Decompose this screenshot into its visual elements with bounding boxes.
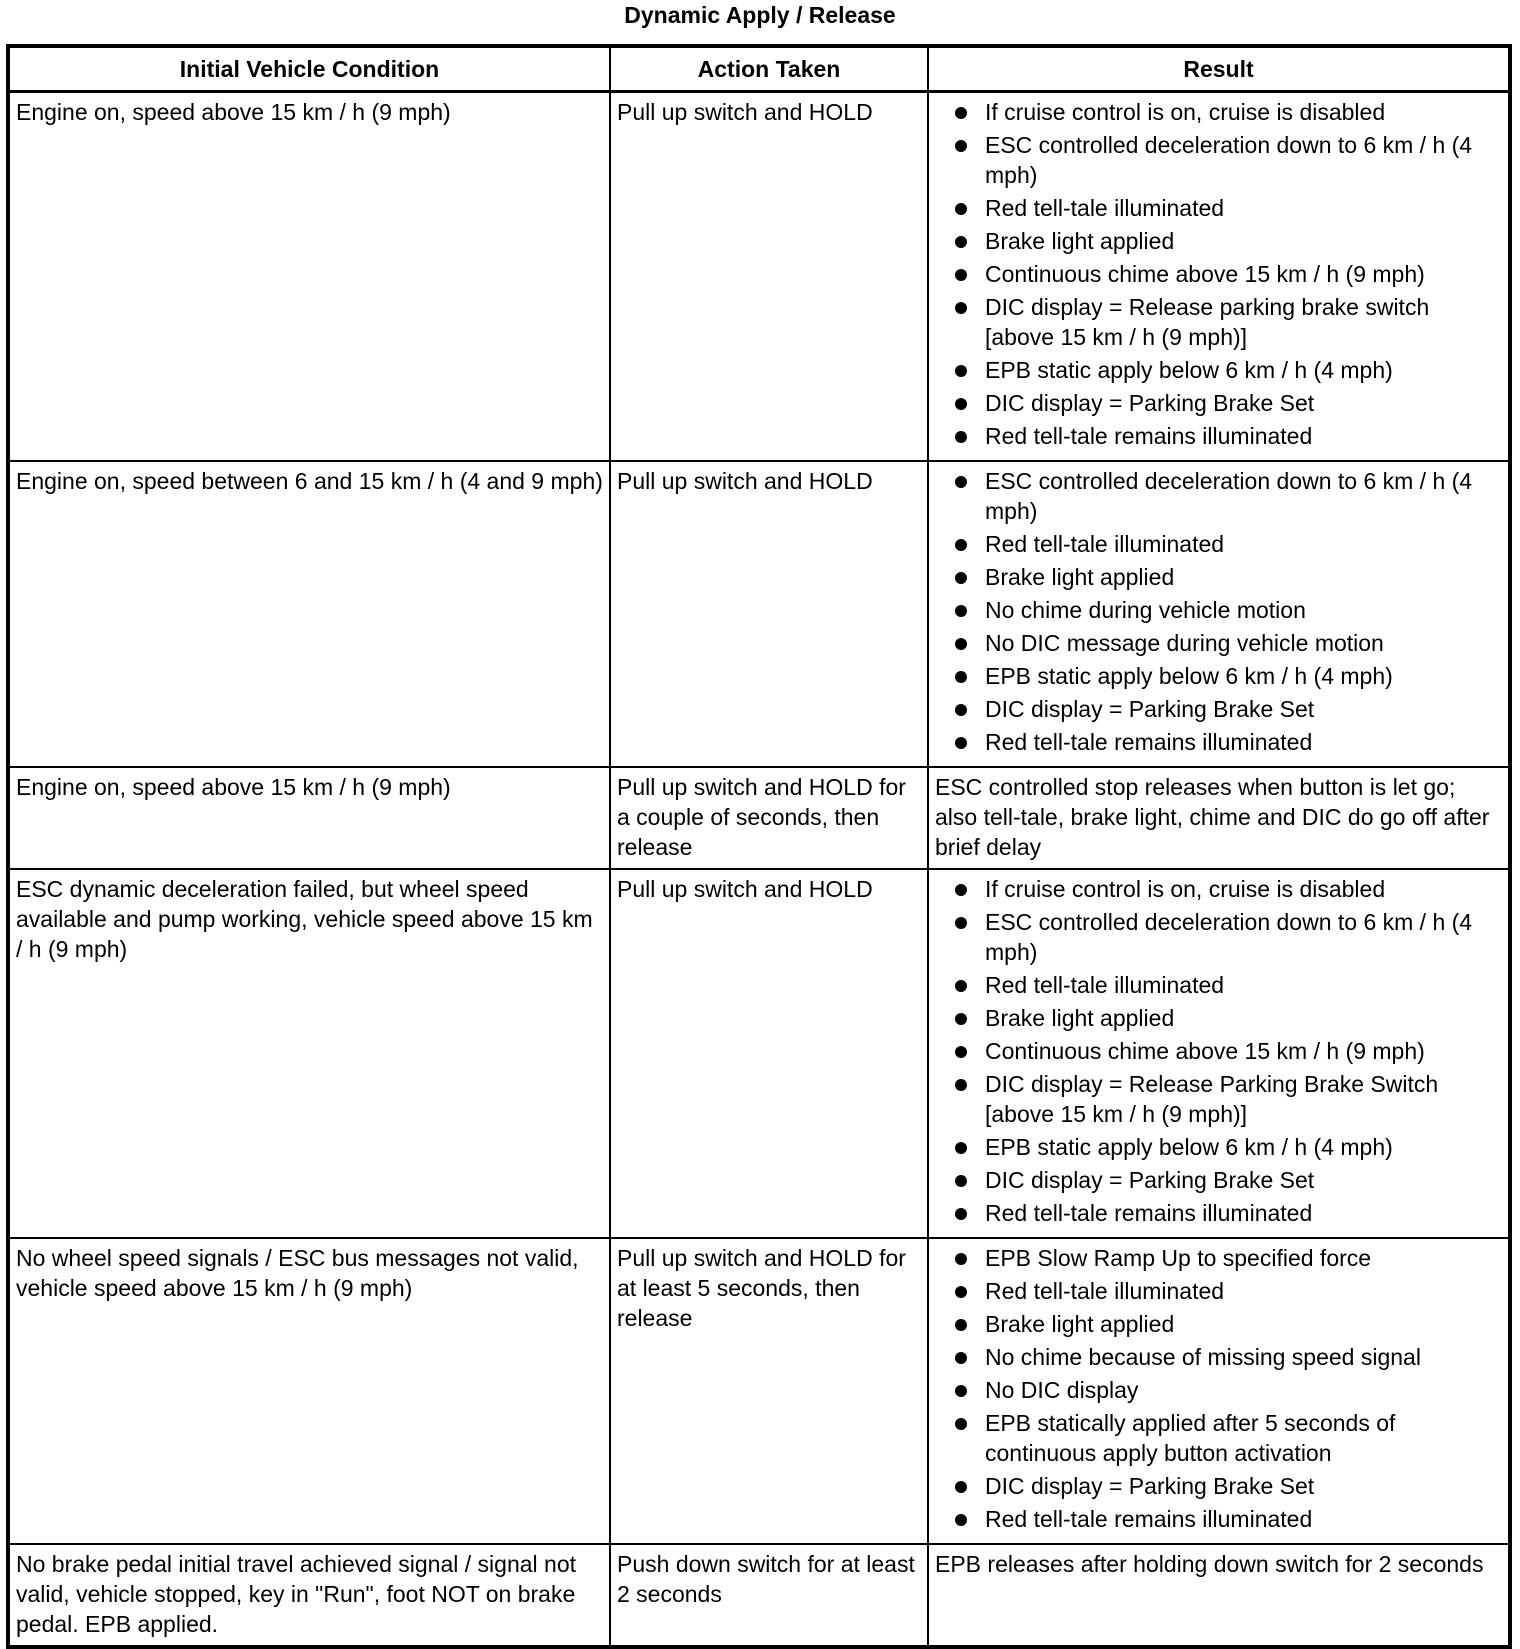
condition-cell: Engine on, speed between 6 and 15 km / h (4 and 9 mph) — [8, 461, 610, 767]
table-row — [8, 92, 1510, 462]
result-list-item: DIC display = Parking Brake Set — [935, 1165, 1502, 1195]
result-cell — [928, 869, 1510, 1238]
result-cell — [928, 461, 1510, 767]
result-list-item: Red tell-tale illuminated — [935, 970, 1502, 1000]
result-list-item: No DIC display — [935, 1375, 1502, 1405]
result-list-item: EPB static apply below 6 km / h (4 mph) — [935, 1132, 1502, 1162]
result-list-item: No chime because of missing speed signal — [935, 1342, 1502, 1372]
result-list-item: ESC controlled deceleration down to 6 km / h (4 mph) — [935, 466, 1502, 526]
header-row — [8, 46, 1510, 92]
result-list-item: EPB Slow Ramp Up to specified force — [935, 1243, 1502, 1273]
condition-cell: Engine on, speed above 15 km / h (9 mph) — [8, 767, 610, 869]
result-list-item: No DIC message during vehicle motion — [935, 628, 1502, 658]
result-list-item: Brake light applied — [935, 226, 1502, 256]
result-list-item: DIC display = Parking Brake Set — [935, 694, 1502, 724]
result-list-item: Red tell-tale illuminated — [935, 193, 1502, 223]
result-list-item: Continuous chime above 15 km / h (9 mph) — [935, 259, 1502, 289]
result-list-item: Continuous chime above 15 km / h (9 mph) — [935, 1036, 1502, 1066]
table-title: Dynamic Apply / Release — [624, 2, 896, 28]
table-row — [8, 461, 1510, 767]
result-list-item: EPB static apply below 6 km / h (4 mph) — [935, 355, 1502, 385]
result-list-item: DIC display = Release Parking Brake Switch [above 15 km / h (9 mph)] — [935, 1069, 1502, 1129]
result-list-item: Brake light applied — [935, 562, 1502, 592]
table-row — [8, 869, 1510, 1238]
result-list-item: ESC controlled deceleration down to 6 km / h (4 mph) — [935, 130, 1502, 190]
result-list-item: Red tell-tale remains illuminated — [935, 1504, 1502, 1534]
header-initial-vehicle-condition: Initial Vehicle Condition — [8, 46, 610, 92]
result-cell: ESC controlled stop releases when button is let go; also tell-tale, brake light, chime and DIC do go off after brief delay — [928, 767, 1510, 869]
result-list — [935, 874, 1502, 1228]
table-row — [8, 767, 1510, 869]
result-list-item: Brake light applied — [935, 1309, 1502, 1339]
result-list-item: Red tell-tale remains illuminated — [935, 1198, 1502, 1228]
header-action-taken: Action Taken — [610, 46, 928, 92]
action-cell: Pull up switch and HOLD — [610, 869, 928, 1238]
result-list-item: Red tell-tale illuminated — [935, 1276, 1502, 1306]
action-cell: Pull up switch and HOLD for at least 5 seconds, then release — [610, 1238, 928, 1544]
result-list-item: ESC controlled deceleration down to 6 km / h (4 mph) — [935, 907, 1502, 967]
condition-cell: Engine on, speed above 15 km / h (9 mph) — [8, 92, 610, 462]
action-cell: Pull up switch and HOLD for a couple of seconds, then release — [610, 767, 928, 869]
action-cell: Pull up switch and HOLD — [610, 92, 928, 462]
result-list-item: EPB static apply below 6 km / h (4 mph) — [935, 661, 1502, 691]
result-list — [935, 466, 1502, 757]
table-row — [8, 1238, 1510, 1544]
result-list-item: Red tell-tale illuminated — [935, 529, 1502, 559]
result-list-item: If cruise control is on, cruise is disabled — [935, 874, 1502, 904]
header-result: Result — [928, 46, 1510, 92]
result-list — [935, 97, 1502, 451]
result-cell — [928, 92, 1510, 462]
condition-cell: ESC dynamic deceleration failed, but wheel speed available and pump working, vehicle speed above 15 km / h (9 mph) — [8, 869, 610, 1238]
result-list-item: Red tell-tale remains illuminated — [935, 727, 1502, 757]
result-list-item: Brake light applied — [935, 1003, 1502, 1033]
result-list-item: No chime during vehicle motion — [935, 595, 1502, 625]
condition-cell: No brake pedal initial travel achieved signal / signal not valid, vehicle stopped, key in "Run", foot NOT on brake pedal. EPB applied. — [8, 1544, 610, 1647]
result-list-item: EPB statically applied after 5 seconds of continuous apply button activation — [935, 1408, 1502, 1468]
result-list-item: DIC display = Parking Brake Set — [935, 388, 1502, 418]
action-cell: Push down switch for at least 2 seconds — [610, 1544, 928, 1647]
result-list-item: If cruise control is on, cruise is disabled — [935, 97, 1502, 127]
dynamic-apply-release-table — [6, 44, 1512, 1649]
result-cell: EPB releases after holding down switch for 2 seconds — [928, 1544, 1510, 1647]
result-list — [935, 1243, 1502, 1534]
condition-cell: No wheel speed signals / ESC bus messages not valid, vehicle speed above 15 km / h (9 mph) — [8, 1238, 610, 1544]
result-list-item: DIC display = Release parking brake switch [above 15 km / h (9 mph)] — [935, 292, 1502, 352]
result-list-item: DIC display = Parking Brake Set — [935, 1471, 1502, 1501]
result-cell — [928, 1238, 1510, 1544]
result-list-item: Red tell-tale remains illuminated — [935, 421, 1502, 451]
action-cell: Pull up switch and HOLD — [610, 461, 928, 767]
